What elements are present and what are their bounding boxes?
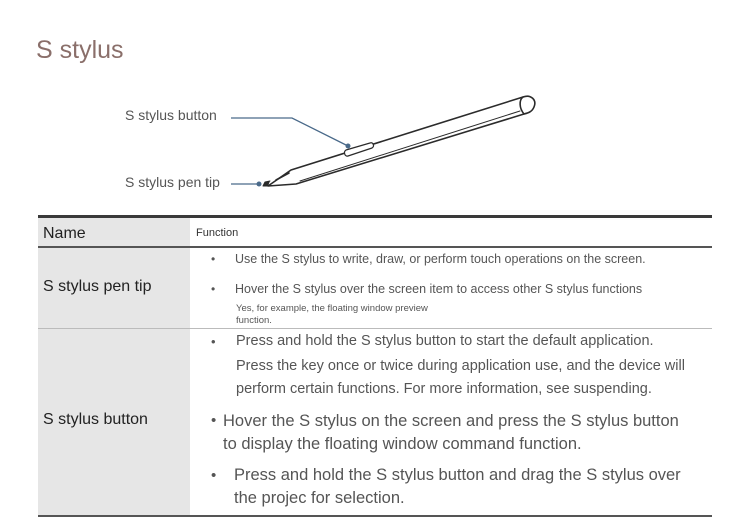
bullet: • (211, 252, 216, 266)
function-item: Hover the S stylus over the screen item to access other S stylus functions (235, 282, 643, 296)
callout-dot-button (346, 144, 351, 149)
function-item: Hover the S stylus on the screen and press the S stylus button (223, 412, 679, 430)
function-note: function. (236, 315, 272, 326)
callout-label-tip: S stylus pen tip (125, 174, 220, 190)
function-item: Use the S stylus to write, draw, or perform touch operations on the screen. (235, 252, 646, 266)
function-item: Press and hold the S stylus button to start the default application. (236, 333, 654, 349)
page-title: S stylus (36, 36, 124, 64)
row-name-cell (38, 248, 190, 328)
stylus-illustration (0, 0, 746, 210)
bullet: • (211, 467, 217, 484)
row-name-cell (38, 329, 190, 515)
row-name-pen-tip: S stylus pen tip (43, 278, 152, 295)
function-item: perform certain functions. For more information, see suspending. (236, 381, 652, 397)
bullet: • (211, 334, 216, 349)
function-item: Press and hold the S stylus button and drag the S stylus over (234, 466, 681, 484)
function-item: Press the key once or twice during application use, and the device will (236, 358, 685, 374)
function-item: to display the floating window command function. (223, 435, 582, 453)
callout-dot-tip (257, 182, 262, 187)
stylus-pen-graphic (263, 96, 535, 186)
row-name-button: S stylus button (43, 411, 148, 428)
header-name: Name (38, 218, 190, 247)
bullet: • (211, 412, 217, 429)
function-item: the projec for selection. (234, 489, 405, 507)
table-bottom-rule (38, 515, 712, 517)
callout-label-button: S stylus button (125, 107, 217, 123)
function-note: Yes, for example, the floating window preview (236, 303, 428, 314)
table-header-row (38, 218, 712, 247)
bullet: • (211, 282, 216, 296)
header-function: Function (196, 227, 239, 239)
